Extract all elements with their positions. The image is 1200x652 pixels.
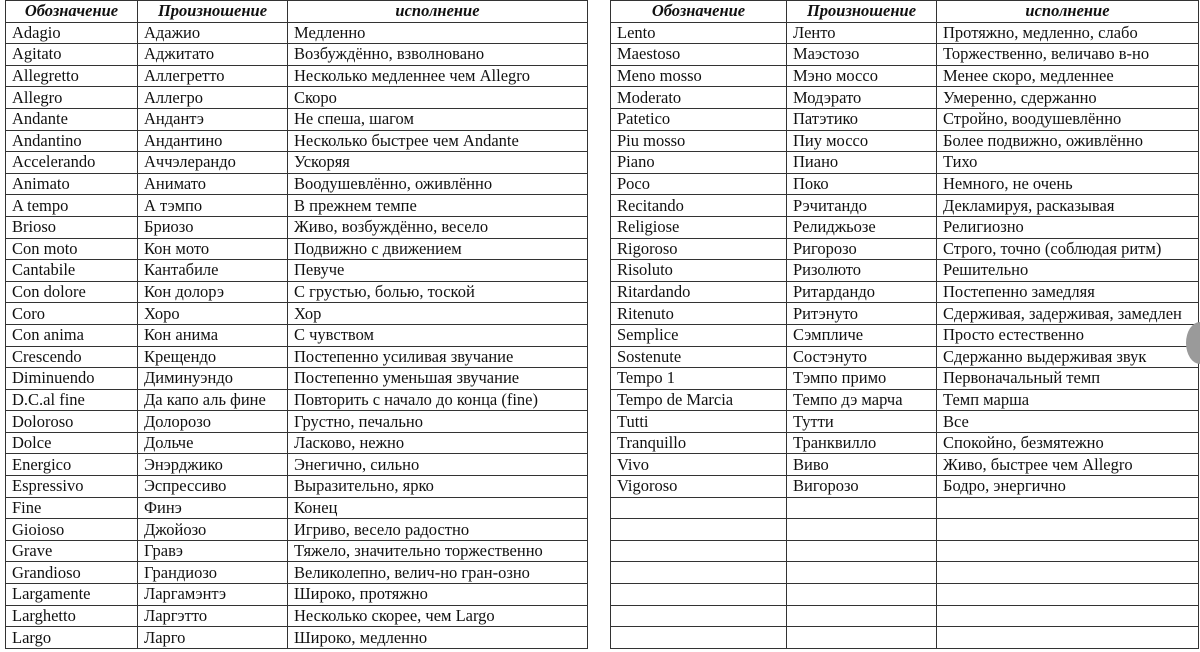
meaning-cell: Воодушевлённо, оживлённо [288, 173, 588, 195]
header-designation: Обозначение [611, 1, 787, 23]
empty-cell [787, 497, 937, 519]
term-cell: Piu mosso [611, 130, 787, 152]
empty-cell [787, 627, 937, 649]
empty-row [611, 540, 1199, 562]
header-designation: Обозначение [6, 1, 138, 23]
term-cell: Larghetto [6, 605, 138, 627]
meaning-cell: Сдержанно выдерживая звук [937, 346, 1199, 368]
meaning-cell: Декламируя, расказывая [937, 195, 1199, 217]
meaning-cell: Решительно [937, 260, 1199, 282]
empty-cell [937, 540, 1199, 562]
empty-row [611, 562, 1199, 584]
table-row [611, 324, 1199, 346]
empty-cell [937, 562, 1199, 584]
meaning-cell: Подвижно с движением [288, 238, 588, 260]
term-cell: Semplice [611, 324, 787, 346]
meaning-cell: Немного, не очень [937, 173, 1199, 195]
meaning-cell: Тяжело, значительно торжественно [288, 540, 588, 562]
pronunciation-cell: Патэтико [787, 108, 937, 130]
meaning-cell: Хор [288, 303, 588, 325]
meaning-cell: Постепенно уменьшая звучание [288, 368, 588, 390]
table-row [6, 108, 588, 130]
term-cell: Fine [6, 497, 138, 519]
table-row [611, 281, 1199, 303]
term-cell: Maestoso [611, 44, 787, 66]
header-row [6, 1, 588, 23]
pronunciation-cell: А тэмпо [138, 195, 288, 217]
pronunciation-cell: Андантэ [138, 108, 288, 130]
meaning-cell: Повторить с начало до конца (fine) [288, 389, 588, 411]
pronunciation-cell: Энэрджико [138, 454, 288, 476]
term-cell: Moderato [611, 87, 787, 109]
term-cell: Ritardando [611, 281, 787, 303]
table-row [6, 454, 588, 476]
table-row [611, 476, 1199, 498]
term-cell: Diminuendo [6, 368, 138, 390]
pronunciation-cell: Модэрато [787, 87, 937, 109]
pronunciation-cell: Ларгэтто [138, 605, 288, 627]
meaning-cell: Выразительно, ярко [288, 476, 588, 498]
pronunciation-cell: Адажио [138, 22, 288, 44]
term-cell: Doloroso [6, 411, 138, 433]
pronunciation-cell: Ларго [138, 627, 288, 649]
empty-cell [937, 584, 1199, 606]
term-cell: D.C.al fine [6, 389, 138, 411]
table-row [6, 411, 588, 433]
term-cell: Con anima [6, 324, 138, 346]
table-row [611, 22, 1199, 44]
term-cell: Gioioso [6, 519, 138, 541]
empty-cell [787, 519, 937, 541]
pronunciation-cell: Пиу моссо [787, 130, 937, 152]
pronunciation-cell: Эспрессиво [138, 476, 288, 498]
term-cell: Con moto [6, 238, 138, 260]
meaning-cell: Великолепно, велич-но гран-озно [288, 562, 588, 584]
pronunciation-cell: Гравэ [138, 540, 288, 562]
meaning-cell: Живо, быстрее чем Allegro [937, 454, 1199, 476]
empty-cell [787, 584, 937, 606]
pronunciation-cell: Крещендо [138, 346, 288, 368]
meaning-cell: Медленно [288, 22, 588, 44]
table-row [611, 260, 1199, 282]
pronunciation-cell: Анимато [138, 173, 288, 195]
table-row [611, 303, 1199, 325]
pronunciation-cell: Тутти [787, 411, 937, 433]
empty-row [611, 497, 1199, 519]
table-row [611, 130, 1199, 152]
table-row [611, 432, 1199, 454]
pronunciation-cell: Кон мото [138, 238, 288, 260]
empty-cell [937, 497, 1199, 519]
table-row [6, 627, 588, 649]
pronunciation-cell: Аллегро [138, 87, 288, 109]
table-row [6, 87, 588, 109]
meaning-cell: С чувством [288, 324, 588, 346]
meaning-cell: Все [937, 411, 1199, 433]
meaning-cell: Первоначальный темп [937, 368, 1199, 390]
meaning-cell: Не спеша, шагом [288, 108, 588, 130]
meaning-cell: Тихо [937, 152, 1199, 174]
pronunciation-cell: Поко [787, 173, 937, 195]
pronunciation-cell: Вигорозо [787, 476, 937, 498]
table-row [6, 346, 588, 368]
term-cell: Tempo de Marcia [611, 389, 787, 411]
table-row [6, 389, 588, 411]
table-row [6, 605, 588, 627]
meaning-cell: С грустью, болью, тоской [288, 281, 588, 303]
term-cell: Vivo [611, 454, 787, 476]
meaning-cell: Умеренно, сдержанно [937, 87, 1199, 109]
pronunciation-cell: Финэ [138, 497, 288, 519]
empty-cell [611, 627, 787, 649]
meaning-cell: Скоро [288, 87, 588, 109]
term-cell: Grave [6, 540, 138, 562]
term-cell: Religiose [611, 216, 787, 238]
empty-cell [611, 519, 787, 541]
meaning-cell: Темп марша [937, 389, 1199, 411]
table-row [6, 497, 588, 519]
table-row [6, 44, 588, 66]
pronunciation-cell: Ригорозо [787, 238, 937, 260]
table-row [6, 130, 588, 152]
term-cell: Ritenuto [611, 303, 787, 325]
term-cell: Largamente [6, 584, 138, 606]
pronunciation-cell: Ризолюто [787, 260, 937, 282]
meaning-cell: Менее скоро, медленнее [937, 65, 1199, 87]
meaning-cell: Широко, медленно [288, 627, 588, 649]
term-cell: Largo [6, 627, 138, 649]
term-cell: Vigoroso [611, 476, 787, 498]
meaning-cell: Певуче [288, 260, 588, 282]
meaning-cell: Более подвижно, оживлённо [937, 130, 1199, 152]
pronunciation-cell: Ритэнуто [787, 303, 937, 325]
meaning-cell: Религиозно [937, 216, 1199, 238]
meaning-cell: Конец [288, 497, 588, 519]
header-pronunciation: Произношение [787, 1, 937, 23]
pronunciation-cell: Джойозо [138, 519, 288, 541]
table-row [611, 238, 1199, 260]
term-cell: Andantino [6, 130, 138, 152]
term-cell: Andante [6, 108, 138, 130]
meaning-cell: Живо, возбуждённо, весело [288, 216, 588, 238]
term-cell: Tutti [611, 411, 787, 433]
right-terms-table [610, 0, 1199, 649]
term-cell: Cantabile [6, 260, 138, 282]
pronunciation-cell: Аллегретто [138, 65, 288, 87]
table-row [611, 368, 1199, 390]
table-row [611, 65, 1199, 87]
empty-cell [787, 540, 937, 562]
header-performance: исполнение [288, 1, 588, 23]
table-row [6, 324, 588, 346]
term-cell: Sostenute [611, 346, 787, 368]
empty-row [611, 605, 1199, 627]
meaning-cell: Ускоряя [288, 152, 588, 174]
pronunciation-cell: Аджитато [138, 44, 288, 66]
table-row [6, 476, 588, 498]
pronunciation-cell: Маэстозо [787, 44, 937, 66]
empty-cell [611, 605, 787, 627]
empty-cell [611, 584, 787, 606]
term-cell: Risoluto [611, 260, 787, 282]
table-row [611, 195, 1199, 217]
term-cell: Animato [6, 173, 138, 195]
pronunciation-cell: Да капо аль фине [138, 389, 288, 411]
meaning-cell: Стройно, воодушевлённо [937, 108, 1199, 130]
empty-cell [787, 605, 937, 627]
table-row [6, 562, 588, 584]
pronunciation-cell: Кантабиле [138, 260, 288, 282]
meaning-cell: Спокойно, безмятежно [937, 432, 1199, 454]
empty-cell [611, 562, 787, 584]
meaning-cell: Торжественно, величаво в-но [937, 44, 1199, 66]
pronunciation-cell: Транквилло [787, 432, 937, 454]
pronunciation-cell: Андантино [138, 130, 288, 152]
empty-row [611, 627, 1199, 649]
meaning-cell: Строго, точно (соблюдая ритм) [937, 238, 1199, 260]
meaning-cell: Ласково, нежно [288, 432, 588, 454]
meaning-cell: Возбуждённо, взволновано [288, 44, 588, 66]
meaning-cell: Бодро, энергично [937, 476, 1199, 498]
table-row [6, 152, 588, 174]
term-cell: Poco [611, 173, 787, 195]
header-pronunciation: Произношение [138, 1, 288, 23]
term-cell: Energico [6, 454, 138, 476]
term-cell: Dolce [6, 432, 138, 454]
pronunciation-cell: Аччэлерандо [138, 152, 288, 174]
table-row [6, 22, 588, 44]
empty-cell [611, 497, 787, 519]
term-cell: Crescendo [6, 346, 138, 368]
table-row [6, 216, 588, 238]
table-row [611, 152, 1199, 174]
term-cell: Agitato [6, 44, 138, 66]
table-row [611, 44, 1199, 66]
table-row [611, 216, 1199, 238]
meaning-cell: В прежнем темпе [288, 195, 588, 217]
pronunciation-cell: Кон долорэ [138, 281, 288, 303]
pronunciation-cell: Релиджьозе [787, 216, 937, 238]
table-row [6, 432, 588, 454]
pronunciation-cell: Тэмпо примо [787, 368, 937, 390]
table-row [6, 368, 588, 390]
table-row [6, 173, 588, 195]
meaning-cell: Энегично, сильно [288, 454, 588, 476]
term-cell: Tranquillo [611, 432, 787, 454]
pronunciation-cell: Дольче [138, 432, 288, 454]
table-row [6, 303, 588, 325]
pronunciation-cell: Кон анима [138, 324, 288, 346]
meaning-cell: Постепенно усиливая звучание [288, 346, 588, 368]
term-cell: Grandioso [6, 562, 138, 584]
left-terms-table [5, 0, 588, 649]
empty-cell [787, 562, 937, 584]
table-row [6, 238, 588, 260]
table-row [611, 173, 1199, 195]
term-cell: Meno mosso [611, 65, 787, 87]
term-cell: Piano [611, 152, 787, 174]
pronunciation-cell: Состэнуто [787, 346, 937, 368]
term-cell: A tempo [6, 195, 138, 217]
pronunciation-cell: Рэчитандо [787, 195, 937, 217]
table-row [611, 346, 1199, 368]
table-row [6, 195, 588, 217]
term-cell: Lento [611, 22, 787, 44]
meaning-cell: Протяжно, медленно, слабо [937, 22, 1199, 44]
pronunciation-cell: Мэно моссо [787, 65, 937, 87]
table-row [611, 411, 1199, 433]
pronunciation-cell: Ритардандо [787, 281, 937, 303]
meaning-cell: Просто естественно [937, 324, 1199, 346]
pronunciation-cell: Темпо дэ марча [787, 389, 937, 411]
term-cell: Accelerando [6, 152, 138, 174]
pronunciation-cell: Ларгамэнтэ [138, 584, 288, 606]
pronunciation-cell: Пиано [787, 152, 937, 174]
pronunciation-cell: Долорозо [138, 411, 288, 433]
table-row [6, 519, 588, 541]
pronunciation-cell: Сэмпличе [787, 324, 937, 346]
term-cell: Con dolore [6, 281, 138, 303]
meaning-cell: Несколько скорее, чем Largo [288, 605, 588, 627]
table-row [6, 540, 588, 562]
term-cell: Rigoroso [611, 238, 787, 260]
meaning-cell: Грустно, печально [288, 411, 588, 433]
meaning-cell: Несколько быстрее чем Andante [288, 130, 588, 152]
term-cell: Coro [6, 303, 138, 325]
empty-row [611, 519, 1199, 541]
table-row [611, 108, 1199, 130]
term-cell: Allegro [6, 87, 138, 109]
meaning-cell: Широко, протяжно [288, 584, 588, 606]
pronunciation-cell: Грандиозо [138, 562, 288, 584]
term-cell: Patetico [611, 108, 787, 130]
header-performance: исполнение [937, 1, 1199, 23]
term-cell: Tempo 1 [611, 368, 787, 390]
meaning-cell: Сдерживая, задерживая, замедлен [937, 303, 1199, 325]
term-cell: Espressivo [6, 476, 138, 498]
empty-cell [937, 627, 1199, 649]
table-row [6, 65, 588, 87]
empty-cell [611, 540, 787, 562]
table-row [611, 389, 1199, 411]
pronunciation-cell: Диминуэндо [138, 368, 288, 390]
pronunciation-cell: Бриозо [138, 216, 288, 238]
table-row [611, 454, 1199, 476]
header-row [611, 1, 1199, 23]
term-cell: Adagio [6, 22, 138, 44]
meaning-cell: Несколько медленнее чем Allegro [288, 65, 588, 87]
meaning-cell: Постепенно замедляя [937, 281, 1199, 303]
pronunciation-cell: Хоро [138, 303, 288, 325]
empty-row [611, 584, 1199, 606]
empty-cell [937, 519, 1199, 541]
term-cell: Recitando [611, 195, 787, 217]
pronunciation-cell: Ленто [787, 22, 937, 44]
term-cell: Allegretto [6, 65, 138, 87]
table-row [6, 260, 588, 282]
table-row [6, 584, 588, 606]
term-cell: Brioso [6, 216, 138, 238]
table-row [611, 87, 1199, 109]
table-row [6, 281, 588, 303]
empty-cell [937, 605, 1199, 627]
meaning-cell: Игриво, весело радостно [288, 519, 588, 541]
pronunciation-cell: Виво [787, 454, 937, 476]
